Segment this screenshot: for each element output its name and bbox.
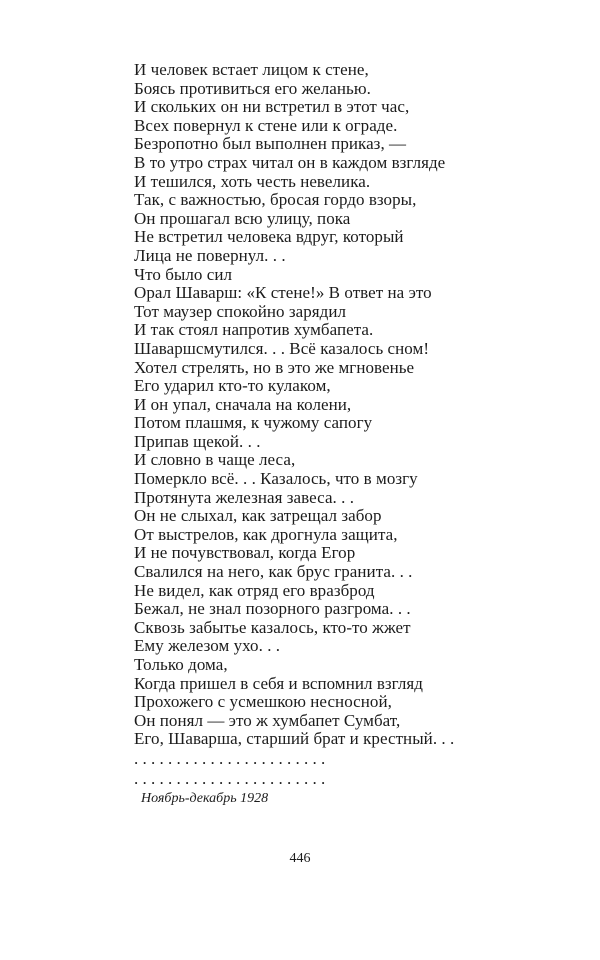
poem-line: Ему железом ухо. . . — [134, 636, 281, 656]
poem-line: Боясь противиться его желанью. — [134, 78, 371, 98]
poem-line: Прохожего с усмешкою несносной, — [134, 692, 392, 712]
poem-line: Лица не повернул. . . — [134, 245, 286, 265]
poem-line: Хотел стрелять, но в это же мгновенье — [134, 357, 415, 377]
page-number: 446 — [289, 851, 311, 866]
poem-line: И так стоял напротив хумбапета. — [134, 320, 374, 340]
poem-line: Когда пришел в себя и вспомнил взгляд — [134, 673, 423, 693]
poem-line: Он прошагал всю улицу, пока — [134, 208, 351, 228]
poem-line: Потом плашмя, к чужому сапогу — [134, 413, 373, 433]
poem-line: Протянута железная завеса. . . — [134, 487, 355, 507]
poem-line: Припав щекой. . . — [134, 431, 261, 451]
poem-line: Орал Шаварш: «К стене!» В ответ на это — [134, 283, 432, 303]
poem-line: И не почувствовал, когда Егор — [134, 543, 356, 563]
poem-line: Бежал, не знал позорного разгрома. . . — [134, 599, 411, 619]
poem-date: Ноябрь-декабрь 1928 — [141, 791, 269, 806]
poem-line: И словно в чаще леса, — [134, 450, 296, 470]
poem-line: В то утро страх читал он в каждом взгляде — [134, 152, 446, 172]
poem-line: Его, Шаварша, старший брат и крестный. . . — [134, 729, 455, 749]
poem-line: Так, с важностью, бросая гордо взоры, — [134, 190, 417, 210]
poem-line: Безропотно был выполнен приказ, — — [134, 134, 407, 154]
poem-line: Всех повернул к стене или к ограде. — [134, 115, 398, 135]
poem-line: Что было сил — [134, 264, 233, 284]
poem-line: Сквозь забытье казалось, кто-то жжет — [134, 617, 411, 637]
poem-text — [134, 61, 574, 789]
omission-dots-row: . . . . . . . . . . . . . . . . . . . . . . . — [134, 748, 326, 768]
poem-line: Шаваршсмутился. . . Всё казалось сном! — [134, 338, 430, 358]
poem-line: И скольких он ни встретил в этот час, — [134, 97, 410, 117]
poem-line: Не встретил человека вдруг, который — [134, 227, 404, 247]
poem-line: И он упал, сначала на колени, — [134, 394, 352, 414]
poem-line: Не видел, как отряд его вразброд — [134, 580, 375, 600]
poem-line: И тешился, хоть честь невелика. — [134, 171, 371, 191]
poem-line: И человек встает лицом к стене, — [134, 60, 369, 79]
poem-line: Он понял — это ж хумбапет Сумбат, — [134, 710, 401, 730]
poem-line: От выстрелов, как дрогнула защита, — [134, 524, 398, 544]
poem-line: Он не слыхал, как затрещал забор — [134, 506, 382, 526]
poem-line: Свалился на него, как брус гранита. . . — [134, 562, 413, 582]
poem-line: Его ударил кто-то кулаком, — [134, 376, 331, 396]
poem-line: Только дома, — [134, 655, 228, 674]
omission-dots-row: . . . . . . . . . . . . . . . . . . . . . . . — [134, 768, 326, 788]
poem-line: Тот маузер спокойно зарядил — [134, 301, 347, 321]
poem-line: Померкло всё. . . Казалось, что в мозгу — [134, 469, 418, 489]
